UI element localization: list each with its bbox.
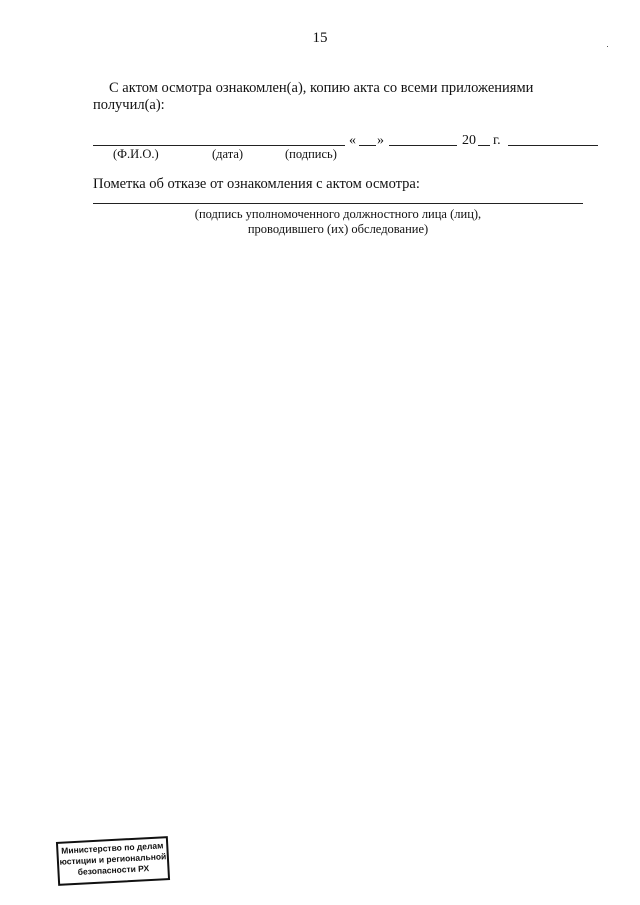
stamp-line-1: Министерство по делам (60, 840, 164, 856)
century-text: 20 (462, 133, 476, 148)
refusal-caption-line-1: (подпись уполномоченного должностного лица (лиц), (194, 207, 482, 221)
caption-date: (дата) (212, 147, 244, 161)
year-blank (478, 145, 490, 146)
page-number: 15 (312, 30, 328, 46)
refusal-caption (93, 207, 583, 237)
acquaintance-statement (93, 80, 543, 114)
extra-blank (508, 145, 598, 146)
stamp-line-3: безопасности РХ (77, 863, 150, 877)
year-suffix: г. (493, 133, 501, 148)
month-blank (389, 145, 457, 146)
scan-speck (607, 46, 608, 47)
close-quote: » (377, 133, 384, 148)
signature-row (93, 133, 603, 151)
refusal-caption-line-2: проводившего (их) обследование) (247, 222, 429, 236)
open-quote: « (349, 133, 356, 148)
ministry-stamp (56, 836, 170, 886)
caption-signature: (подпись) (285, 147, 337, 161)
acquaintance-line-2: получил(а): (93, 97, 165, 113)
caption-fio: (Ф.И.О.) (113, 147, 159, 161)
day-blank (359, 145, 376, 146)
acquaintance-line-1: С актом осмотра ознакомлен(а), копию акта со всеми приложениями (109, 80, 534, 96)
refusal-label: Пометка об отказе от ознакомления с актом осмотра: (93, 176, 420, 192)
fio-signature-blank (93, 145, 345, 146)
stamp-line-2: юстиции и региональной (59, 851, 167, 867)
refusal-signature-blank (93, 203, 583, 204)
